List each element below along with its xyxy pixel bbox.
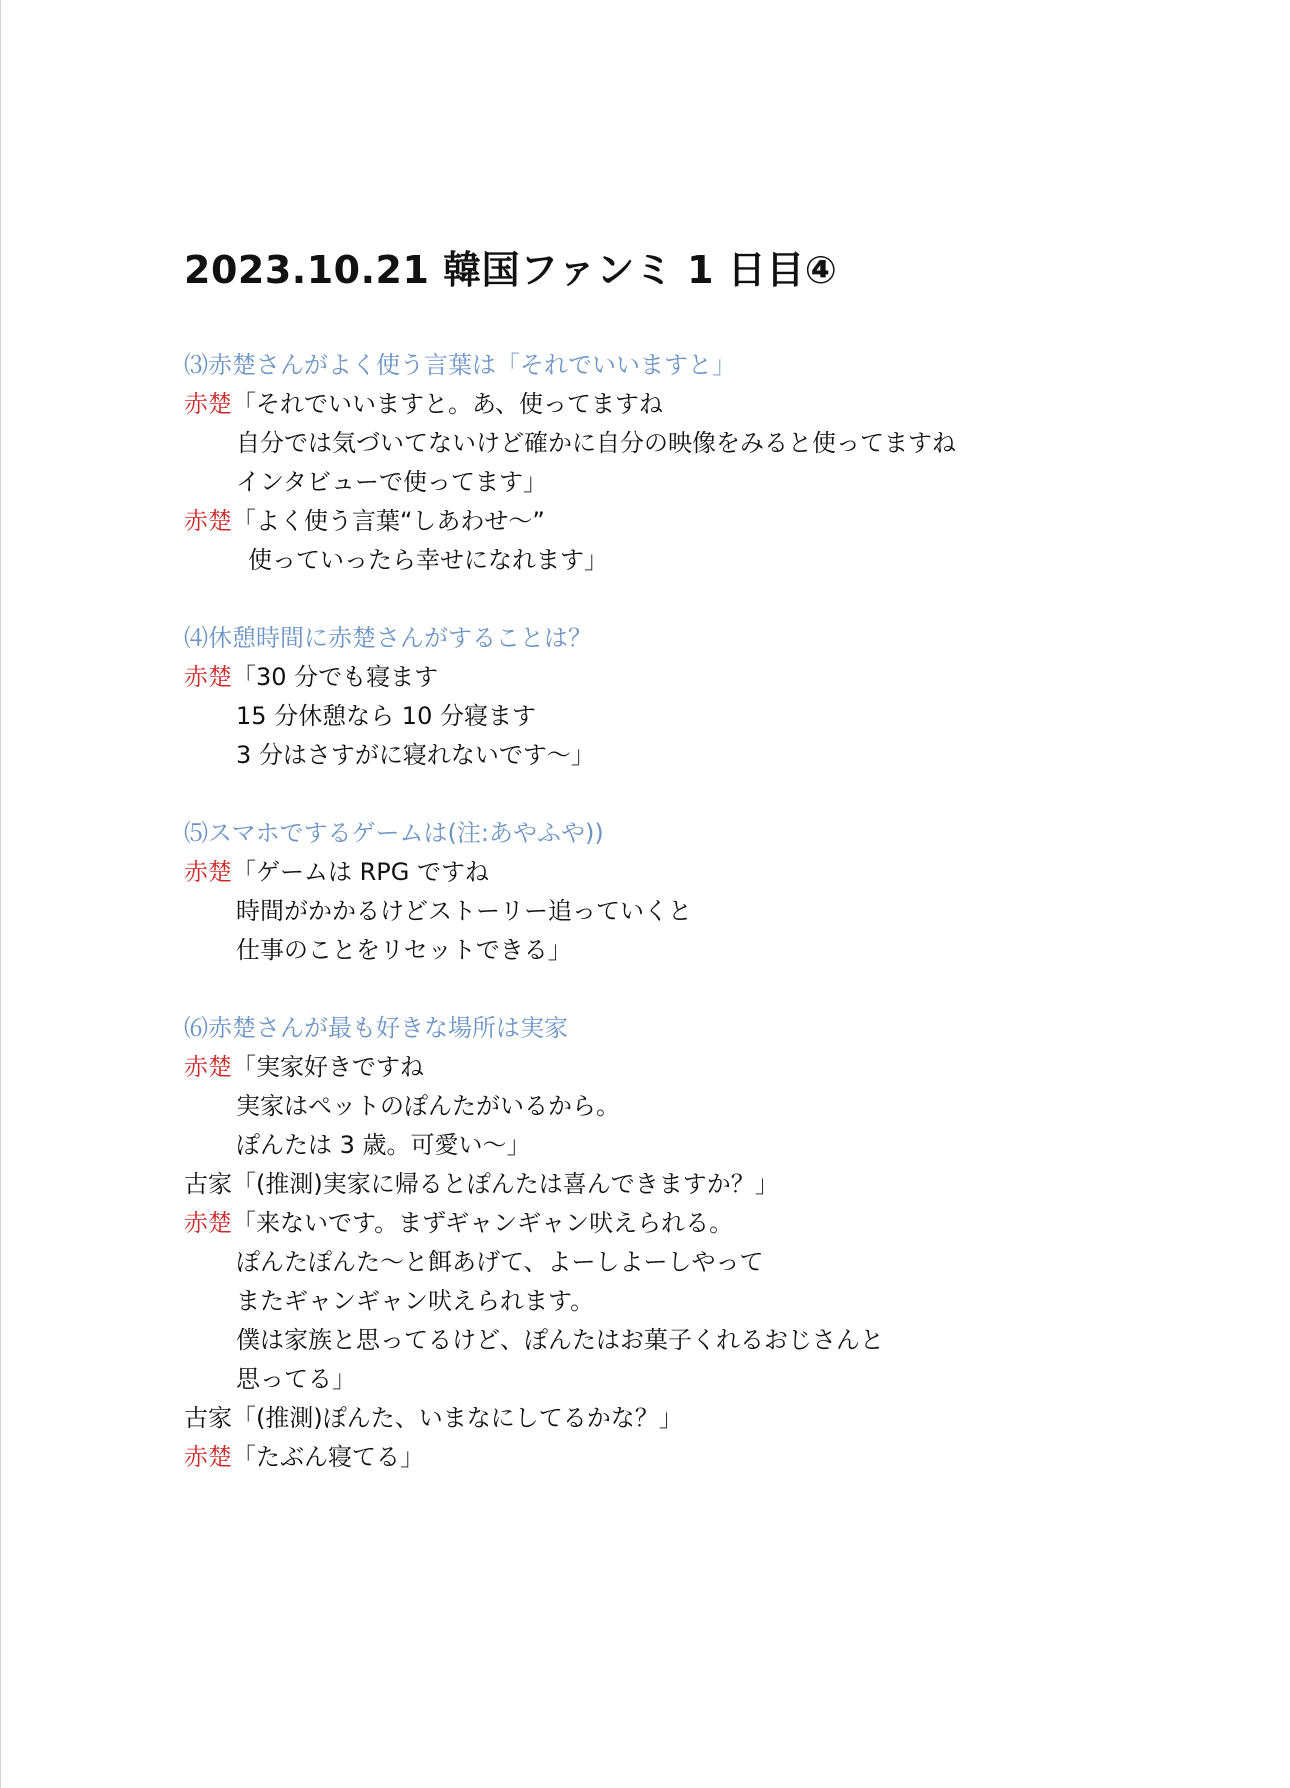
dialogue-line (184, 1399, 1224, 1438)
dialogue-continuation: 15 分休憩なら 10 分寝ます (236, 702, 536, 730)
section-4 (184, 619, 1224, 775)
speaker-name: 赤楚 (184, 1209, 232, 1237)
dialogue-continuation: 使っていったら幸せになれます」 (248, 546, 608, 574)
question-heading: ⑹赤楚さんが最も好きな場所は実家 (184, 1014, 568, 1042)
dialogue-continuation: ぽんたは 3 歳。可愛い～」 (236, 1131, 531, 1159)
page-title: 2023.10.21 韓国ファンミ 1 日目④ (184, 248, 838, 292)
dialogue-text: 「30 分でも寝ます (232, 663, 439, 691)
dialogue-continuation: またギャンギャン吠えられます。 (236, 1287, 595, 1315)
section-6 (184, 1009, 1224, 1477)
document-body (184, 246, 1224, 1516)
speaker-name: 赤楚 (184, 663, 232, 691)
speaker-name: 古家 (184, 1170, 232, 1198)
dialogue-line (184, 658, 1224, 697)
speaker-name: 赤楚 (184, 507, 232, 535)
section-5 (184, 814, 1224, 970)
dialogue-text: 「(推測)実家に帰るとぽんたは喜んできますか？」 (232, 1170, 779, 1198)
section-3 (184, 346, 1224, 580)
dialogue-continuation: 時間がかかるけどストーリー追っていくと (236, 897, 692, 925)
dialogue-continuation: 実家はペットのぽんたがいるから。 (236, 1092, 620, 1120)
dialogue-line (184, 853, 1224, 892)
speaker-name: 赤楚 (184, 390, 232, 418)
dialogue-continuation: インタビューで使ってます」 (236, 468, 548, 496)
dialogue-continuation: 自分では気づいてないけど確かに自分の映像をみると使ってますね (236, 429, 956, 457)
question-heading: ⑷休憩時間に赤楚さんがすることは？ (184, 624, 592, 652)
dialogue-text: 「それでいいますと。あ、使ってますね (232, 390, 664, 418)
dialogue-text: 「たぶん寝てる」 (232, 1443, 424, 1471)
dialogue-line (184, 1204, 1224, 1243)
dialogue-text: 「来ないです。まずギャンギャン吠えられる。 (232, 1209, 734, 1237)
dialogue-text: 「実家好きですね (232, 1053, 424, 1081)
dialogue-line (184, 1438, 1224, 1477)
dialogue-text: 「ゲームは RPG ですね (232, 858, 490, 886)
dialogue-continuation: 3 分はさすがに寝れないです～」 (236, 741, 595, 769)
dialogue-line (184, 385, 1224, 424)
dialogue-line (184, 1165, 1224, 1204)
speaker-name: 赤楚 (184, 858, 232, 886)
speaker-name: 赤楚 (184, 1443, 232, 1471)
dialogue-continuation: 仕事のことをリセットできる」 (236, 936, 572, 964)
dialogue-line (184, 502, 1224, 541)
dialogue-continuation: 僕は家族と思ってるけど、ぽんたはお菓子くれるおじさんと (236, 1326, 884, 1354)
speaker-name: 古家 (184, 1404, 232, 1432)
question-heading: ⑸スマホでするゲームは(注:あやふや)) (184, 819, 604, 847)
dialogue-continuation: ぽんたぽんた～と餌あげて、よーしよーしやって (236, 1248, 764, 1276)
dialogue-text: 「(推測)ぽんた、いまなにしてるかな？」 (232, 1404, 683, 1432)
dialogue-text: 「よく使う言葉“しあわせ～” (232, 507, 545, 535)
page-edge (0, 0, 1, 1788)
dialogue-line (184, 1048, 1224, 1087)
question-heading: ⑶赤楚さんがよく使う言葉は「それでいいますと」 (184, 351, 736, 379)
speaker-name: 赤楚 (184, 1053, 232, 1081)
dialogue-continuation: 思ってる」 (236, 1365, 356, 1393)
